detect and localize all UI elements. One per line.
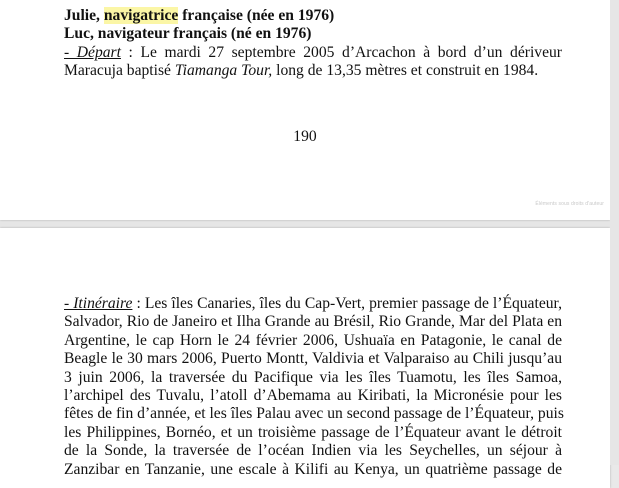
- julie-description: française (née en 1976): [178, 7, 335, 24]
- itineraire-line: Zanzibar en Tanzanie, une escale à Kilifi au Kenya, un quatrième passage de: [64, 460, 562, 478]
- depart-text-1: : Le mardi 27 septembre 2005 d’Arcachon à bord d’un dériveur: [120, 43, 562, 61]
- depart-label: - Départ: [64, 43, 121, 61]
- depart-line-1: [64, 44, 562, 62]
- itineraire-line: 3 juin 2006, la traversée du Pacifique via les îles Tuamotu, les îles Samoa,: [64, 368, 562, 386]
- itineraire-line: fêtes de fin d’année, et les îles Palau avec un second passage de l’Équateur, puis: [64, 405, 564, 423]
- itineraire-line: l’archipel des Tuvalu, l’atoll d’Abemama au Kiribati, la Micronésie pour les: [64, 387, 562, 405]
- depart-text-2b: long de 13,35 mètres et construit en 1984.: [272, 62, 539, 80]
- page-text: [64, 7, 562, 81]
- page-190: [0, 0, 610, 220]
- itineraire-line: les Philippines, Bornéo, et un troisième passage de l’Équateur avant le détroit: [64, 423, 562, 441]
- depart-line-2: [64, 62, 562, 80]
- itineraire-line: de la Sonde, la traversée de l’océan Indien via les Seychelles, un séjour à: [64, 442, 562, 460]
- depart-text-2a: Maracuja baptisé: [64, 62, 175, 80]
- name-julie: Julie,: [64, 7, 104, 24]
- itineraire-text: : Les îles Canaries, îles du Cap-Vert, premier passage de l’Équateur,: [132, 295, 562, 312]
- copyright-watermark: Éléments sous droits d'auteur: [535, 201, 604, 207]
- vertical-scrollbar[interactable]: [610, 0, 619, 465]
- itineraire-line: Salvador, Rio de Janeiro et Ilha Grande au Brésil, Rio Grande, Mar del Plata en: [64, 313, 562, 331]
- page-number: 190: [293, 128, 317, 145]
- itineraire-line: Argentine, le cap Horn le 24 février 2006, Ushuaïa en Patagonie, le canal de: [64, 331, 562, 349]
- itineraire-paragraph: [64, 295, 562, 479]
- highlighted-word: navigatrice: [103, 7, 179, 24]
- person-luc-line: Luc, navigateur français (né en 1976): [64, 25, 312, 43]
- itineraire-line: [64, 295, 562, 313]
- itineraire-label: - Itinéraire: [64, 295, 133, 312]
- itineraire-line: Beagle le 30 mars 2006, Puerto Montt, Valdivia et Valparaiso au Chili jusqu’au: [64, 350, 562, 368]
- person-julie-line: [64, 7, 562, 25]
- boat-name: Tiamanga Tour,: [174, 62, 273, 80]
- page-191: [0, 228, 610, 488]
